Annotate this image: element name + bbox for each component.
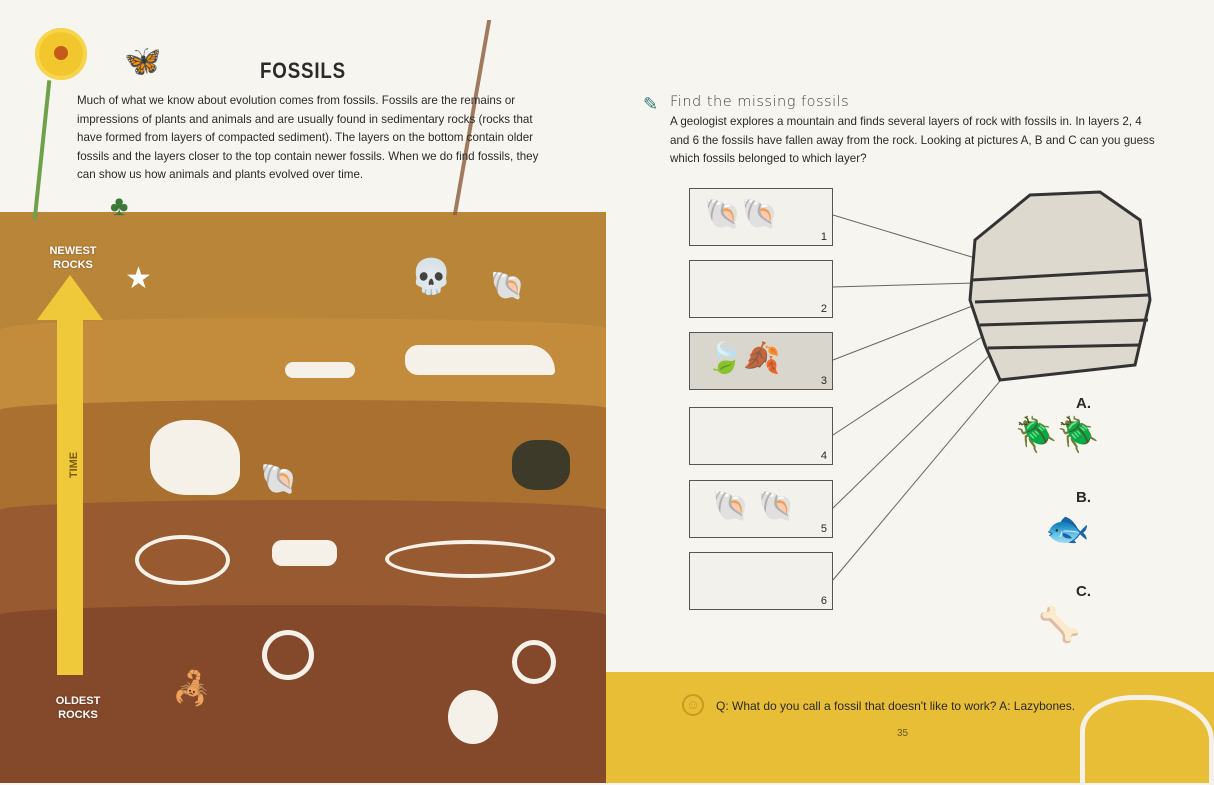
- layer-box-3: 🍃🍂 3: [689, 332, 833, 390]
- layer-box-1: 🐚🐚 1: [689, 188, 833, 246]
- option-a-label: A.: [1076, 395, 1091, 412]
- intro-text: Much of what we know about evolution comes from fossils. Fossils are the remains or impressions of plants and animals and are usually found in sedimentary rocks (rocks that have formed from layers of compacted sediment). The layers on the bottom contain older fossils and the layers closer to the top contain newer fossils. When we do find fossils, they can show us how animals and plants evolved over time.: [77, 94, 539, 181]
- smiley-icon: ☺: [682, 694, 704, 716]
- oldest-rocks-label: OLDEST ROCKS: [55, 695, 101, 721]
- layer-number: 1: [820, 231, 827, 243]
- butterfly-icon: 🦋: [124, 45, 162, 78]
- layer-number: 3: [820, 375, 827, 387]
- shell-fossil-icon: 🐚: [490, 270, 525, 301]
- layer-number: 4: [820, 450, 827, 462]
- skull-fossil-icon: 💀: [410, 258, 453, 296]
- layer-box-4: [689, 407, 833, 465]
- time-label: TIME: [68, 451, 80, 479]
- option-c-label: C.: [1076, 583, 1091, 600]
- fish-option-icon: 🐟: [1045, 508, 1090, 549]
- option-b-label: B.: [1076, 489, 1091, 506]
- scorpion-fossil-icon: 🦂: [172, 670, 212, 706]
- rock-layers-drawing: [970, 192, 1150, 380]
- layer-number: 2: [820, 303, 827, 315]
- layer-number: 5: [820, 523, 827, 535]
- layer-box-2: [689, 260, 833, 318]
- layer-box-5: 🐚 🐚 5: [689, 480, 833, 538]
- page-number: 35: [897, 728, 909, 739]
- dinosaur-skeleton-icon: [1080, 695, 1214, 785]
- joke-text: Q: What do you call a fossil that doesn't like to work? A: Lazybones.: [716, 699, 1076, 713]
- newest-rocks-label: NEWEST ROCKS: [49, 245, 97, 271]
- activity-title: Find the missing fossils: [670, 94, 850, 110]
- trilobite-option-icon: 🪲🪲: [1015, 416, 1100, 454]
- starfish-fossil-icon: ★: [125, 262, 152, 295]
- layer-number: 6: [820, 595, 827, 607]
- activity-text: A geologist explores a mountain and finds several layers of rock with fossils in. In layers 2, 4 and 6 the fossils have fallen away from the rock. Looking at pictures A, B and C can you guess which fossils belonged to which layer?: [670, 115, 1155, 165]
- plant-icon: ♣: [110, 190, 129, 221]
- layer-box-6: [689, 552, 833, 610]
- page-title: FOSSILS: [260, 58, 346, 83]
- scallop-fossil-icon: 🐚: [260, 463, 298, 496]
- pencil-icon: ✎: [643, 94, 659, 114]
- bones-option-icon: 🦴: [1038, 606, 1081, 644]
